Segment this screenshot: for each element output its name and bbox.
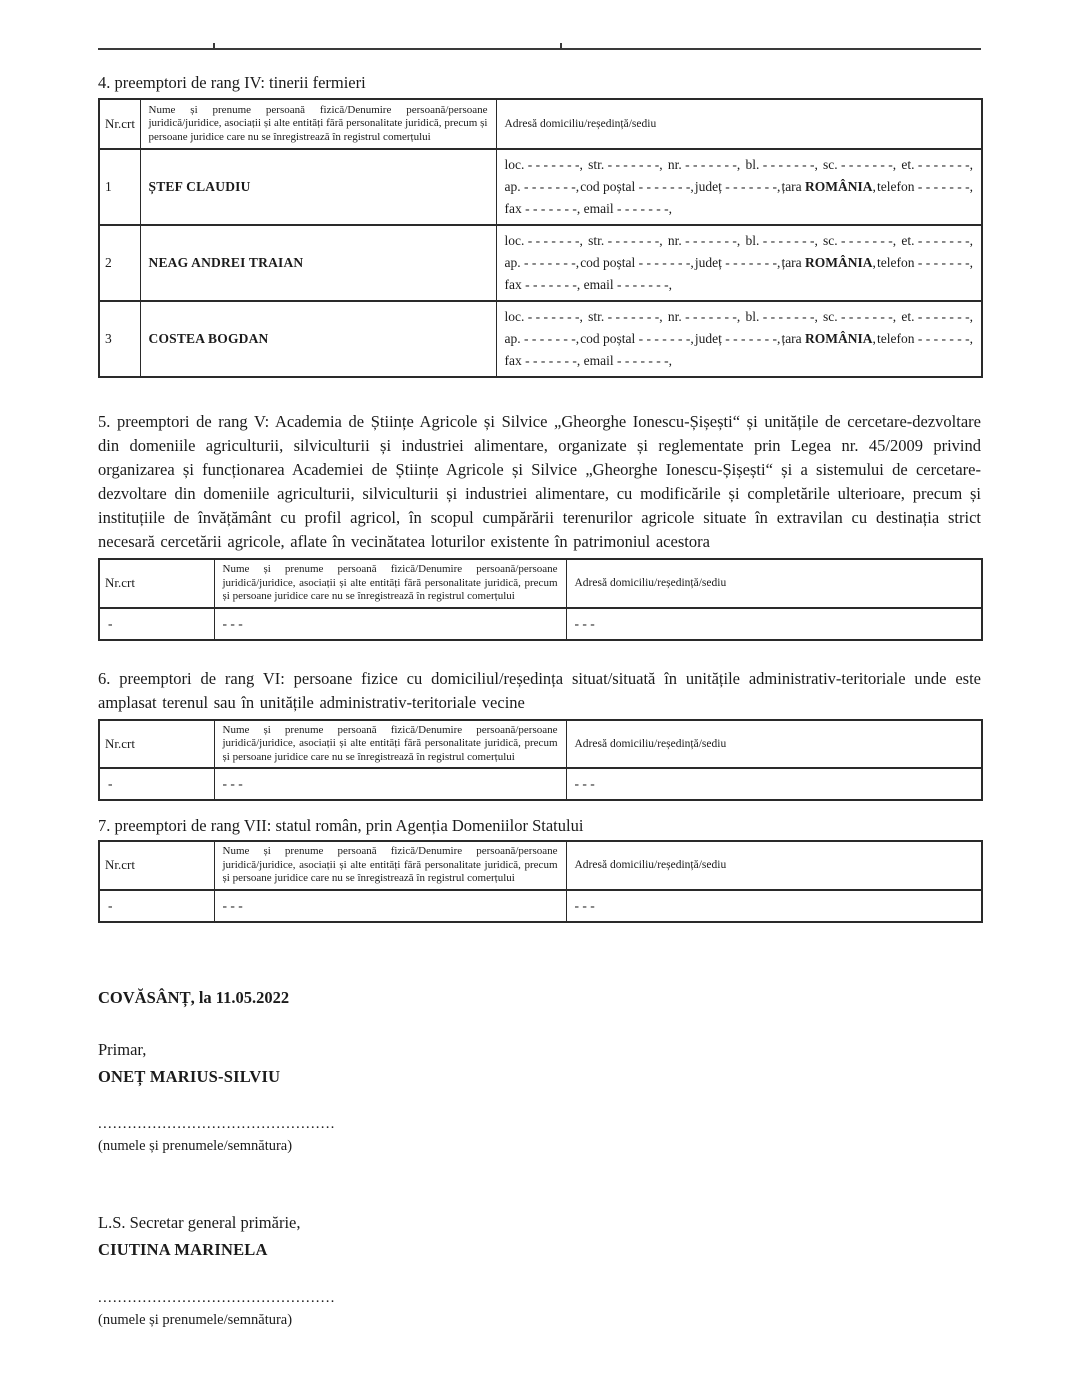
signature-dotted-line: ................................................ (98, 1115, 336, 1132)
address-field-ap: ap. - - - - - - -, (504, 331, 580, 346)
address-line-1 (505, 306, 974, 328)
address-field-cod-postal: cod poștal - - - - - - -, (580, 179, 694, 194)
table-rank-vi (98, 719, 983, 802)
column-border-tick (560, 43, 562, 48)
row-number: - (99, 768, 214, 800)
signature-dotted-line: ................................................ (98, 1289, 336, 1306)
row-number: - (99, 608, 214, 640)
empty-address-cell: - - - (566, 608, 982, 640)
country-value: ROMÂNIA (805, 179, 873, 194)
row-number: 1 (99, 149, 140, 225)
column-border-tick (213, 43, 215, 48)
person-name: COSTEA BOGDAN (140, 301, 496, 377)
table-rank-vii (98, 840, 983, 923)
row-number: 3 (99, 301, 140, 377)
col-header-address: Adresă domiciliu/reședință/sediu (496, 99, 982, 149)
address-field-ap: ap. - - - - - - -, (504, 179, 580, 194)
address-field-et: et. - - - - - - -, (901, 309, 973, 324)
secretary-name: CIUTINA MARINELA (98, 1239, 268, 1259)
col-header-nr: Nr.crt (99, 720, 214, 769)
address-field-bl: bl. - - - - - - -, (745, 233, 818, 248)
table-header-row (99, 841, 982, 890)
table-rank-v (98, 558, 983, 641)
section-6-paragraph: 6. preemptori de rang VI: persoane fizice cu domiciliul/reședința situat/situată în unitățile administrativ-teritoriale unde este amplasat terenul sau în unitățile administrativ-teritoriale vecine (98, 668, 981, 712)
person-name: ȘTEF CLAUDIU (140, 149, 496, 225)
table-row (99, 149, 982, 225)
table-header-row (99, 99, 982, 149)
address-line-3: fax - - - - - - -, email - - - - - - -, (504, 201, 673, 216)
col-header-name: Nume și prenume persoană fizică/Denumire persoană/persoane juridică/juridice, asociații și alte entități fără personalitate juridică, precum și persoane juridice care nu se înregistrează în registrul comerțului (140, 99, 496, 149)
address-field-sc: sc. - - - - - - -, (823, 309, 897, 324)
address-field-judet: județ - - - - - - -, (694, 331, 781, 346)
document-content (98, 48, 981, 1329)
empty-table-row (99, 768, 982, 800)
table-header-row (99, 720, 982, 769)
address-placeholder (496, 149, 982, 225)
empty-address-cell: - - - (566, 890, 982, 922)
address-line-1 (505, 154, 974, 176)
empty-table-row (99, 890, 982, 922)
address-field-telefon: telefon - - - - - - -, (877, 179, 973, 194)
section-7-heading: 7. preemptori de rang VII: statul român, prin Agenția Domeniilor Statului (98, 816, 584, 835)
empty-name-cell: - - - (214, 890, 566, 922)
address-field-judet: județ - - - - - - -, (694, 255, 781, 270)
col-header-name: Nume și prenume persoană fizică/Denumire persoană/persoane juridică/juridice, asociații și alte entități fără personalitate juridică, precum și persoane juridice care nu se înregistrează în registrul comerțului (214, 841, 566, 890)
col-header-address: Adresă domiciliu/reședință/sediu (566, 841, 982, 890)
place-and-date: COVĂSÂNȚ, la 11.05.2022 (98, 987, 290, 1007)
address-field-sc: sc. - - - - - - -, (823, 157, 897, 172)
address-line-1 (505, 230, 974, 252)
address-field-str: str. - - - - - - -, (588, 309, 663, 324)
col-header-address: Adresă domiciliu/reședință/sediu (566, 720, 982, 769)
address-line-2 (505, 176, 974, 198)
table-row (99, 225, 982, 301)
signature-caption: (numele și prenumele/semnătura) (98, 1137, 293, 1154)
table-rank-iv (98, 98, 983, 378)
address-field-sc: sc. - - - - - - -, (823, 233, 897, 248)
address-field-et: et. - - - - - - -, (901, 233, 973, 248)
address-field-telefon: telefon - - - - - - -, (877, 255, 973, 270)
empty-name-cell: - - - (214, 768, 566, 800)
address-field-tara: țara ROMÂNIA, (781, 331, 876, 346)
address-field-nr: nr. - - - - - - -, (667, 157, 741, 172)
address-field-telefon: telefon - - - - - - -, (877, 331, 973, 346)
table-header-row (99, 559, 982, 608)
address-field-tara: țara ROMÂNIA, (781, 179, 876, 194)
country-value: ROMÂNIA (805, 331, 873, 346)
address-placeholder (496, 225, 982, 301)
address-field-ap: ap. - - - - - - -, (504, 255, 580, 270)
section-5-paragraph: 5. preemptori de rang V: Academia de Științe Agricole și Silvice „Gheorghe Ionescu-Șișești“ și unitățile de cercetare-dezvoltare din domeniile agriculturii, silviculturii și industriei alimentare, organizate și reglementate prin Legea nr. 45/2009 privind organizarea și funcționarea Academiei de Științe Agricole și Silvice „Gheorghe Ionescu-Șișești“ și a sistemului de cercetare-dezvoltare din domeniile agriculturii, silviculturii și industriei alimentare, cu modificările și completările ulterioare, precum și instituțiile de învățământ cu profil agricol, în scopul cumpărării terenurilor agricole situate în extravilan cu destinația strict necesară cercetării agricole, aflate în vecinătatea loturilor existente în patrimoniul acestora (98, 412, 981, 551)
secretary-role-label: L.S. Secretar general primărie, (98, 1212, 301, 1232)
address-field-bl: bl. - - - - - - -, (745, 157, 818, 172)
address-field-judet: județ - - - - - - -, (694, 179, 781, 194)
address-line-2 (505, 328, 974, 350)
mayor-role-label: Primar, (98, 1039, 147, 1059)
address-field-cod-postal: cod poștal - - - - - - -, (580, 331, 694, 346)
previous-table-bottom-border (98, 48, 981, 50)
col-header-nr: Nr.crt (99, 559, 214, 608)
mayor-name: ONEȚ MARIUS-SILVIU (98, 1066, 281, 1086)
person-name: NEAG ANDREI TRAIAN (140, 225, 496, 301)
address-field-str: str. - - - - - - -, (588, 157, 663, 172)
section-4-heading: 4. preemptori de rang IV: tinerii fermieri (98, 73, 366, 92)
row-number: 2 (99, 225, 140, 301)
address-field-nr: nr. - - - - - - -, (667, 233, 741, 248)
col-header-name: Nume și prenume persoană fizică/Denumire persoană/persoane juridică/juridice, asociații și alte entități fără personalitate juridică, precum și persoane juridice care nu se înregistrează în registrul comerțului (214, 720, 566, 769)
empty-address-cell: - - - (566, 768, 982, 800)
table-row (99, 301, 982, 377)
address-placeholder (496, 301, 982, 377)
col-header-name: Nume și prenume persoană fizică/Denumire persoană/persoane juridică/juridice, asociații și alte entități fără personalitate juridică, precum și persoane juridice care nu se înregistrează în registrul comerțului (214, 559, 566, 608)
address-line-3: fax - - - - - - -, email - - - - - - -, (504, 353, 673, 368)
empty-table-row (99, 608, 982, 640)
address-field-loc: loc. - - - - - - -, (504, 309, 583, 324)
row-number: - (99, 890, 214, 922)
address-field-loc: loc. - - - - - - -, (504, 157, 583, 172)
empty-name-cell: - - - (214, 608, 566, 640)
address-field-str: str. - - - - - - -, (588, 233, 663, 248)
address-field-bl: bl. - - - - - - -, (745, 309, 818, 324)
address-field-nr: nr. - - - - - - -, (667, 309, 741, 324)
address-field-tara: țara ROMÂNIA, (781, 255, 876, 270)
col-header-nr: Nr.crt (99, 99, 140, 149)
address-line-3: fax - - - - - - -, email - - - - - - -, (504, 277, 673, 292)
country-value: ROMÂNIA (805, 255, 873, 270)
col-header-nr: Nr.crt (99, 841, 214, 890)
address-line-2 (505, 252, 974, 274)
signature-caption: (numele și prenumele/semnătura) (98, 1311, 293, 1328)
address-field-loc: loc. - - - - - - -, (504, 233, 583, 248)
address-field-et: et. - - - - - - -, (901, 157, 973, 172)
address-field-cod-postal: cod poștal - - - - - - -, (580, 255, 694, 270)
col-header-address: Adresă domiciliu/reședință/sediu (566, 559, 982, 608)
